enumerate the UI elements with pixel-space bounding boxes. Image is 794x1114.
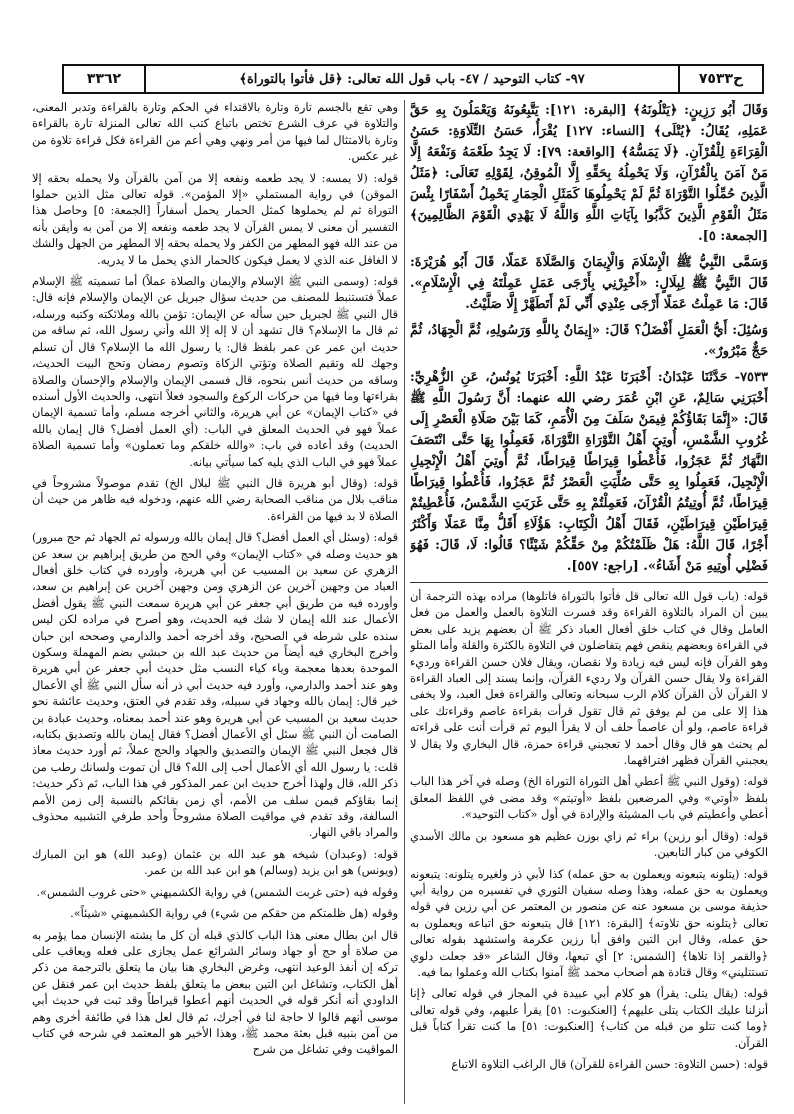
commentary-paragraph: قال ابن بطال معنى هذا الباب كالذي قبله أن كل ما يشته الإنسان مما يؤمر به من صلاة أو حج أو جهاد وسائر الشرائع عمل يجازى على فعله ويعاقب على تركه إن أنفذ الوعيد انتهى، وغرض البخاري هنا بيان ما يتعلق بالترجمة من ذكر أهل الكتاب، وتشاغل ابن التين ببعض ما يتعلق بلفظ حديث ابن عمر فنقل عن الداودي أنه أنكر قوله في الحديث أنهم أعطوا قيراطاً وقد ثبت في حديث أبي موسى أنهم قالوا لا حاجة لنا في أجرك، ثم قال لعل هذا في طائفة أخرى وهم من آمن بنبيه قبل بعثة محمد ﷺ، وهذا الأخير هو المعتمد في شرحه في كتاب المواقيت وفي تشاغل من شرح (32, 928, 398, 1057)
commentary-paragraph: قوله: (لا يمسه: لا يجد طعمه ونفعه إلا من آمن بالقرآن ولا يحمله بحقه إلا الموقن) في رواية المستملي «إلا المؤمن». قوله تعالى مثل الذين حملوا التوراة ثم لم يحملوها كمثل الحمار يحمل أسفاراً [الجمعة: ٥] وحاصل هذا التفسير أن معنى لا يمس القرآن لا يجد طعمه ونفعه إلا من آمن به وأيقن بأنه من عند الله فهو المطهر من الكفر ولا يحمله بحقه إلا المطهر من الجهل والشك لا الغافل عنه الذي لا يعمل فيكون كالحمار الذي يحمل ما لا يدريه. (32, 171, 398, 267)
hadith-text-best-deed: وَسُئِلَ: أَيُّ الْعَمَلِ أَفْضَلُ؟ قَالَ: «إِيمَانٌ بِاللَّهِ وَرَسُولِهِ، ثُمَّ الْجِهَادُ، ثُمَّ حَجٌّ مَبْرُورٌ». (410, 323, 768, 359)
page-number: ٣٣٦٢ (64, 66, 146, 92)
hadith-text-bilal: وَسَمَّى النَّبِيُّ ﷺ الْإِسْلَامَ وَالْإِيمَانَ وَالصَّلَاةَ عَمَلًا، قَالَ أَبُو هُرَيْرَةَ: قَالَ النَّبِيُّ ﷺ لِبِلَالٍ: «أَخْبِرْنِي بِأَرْجَى عَمَلٍ عَمِلْتَهُ فِي الْإِسْلَامِ». قَالَ: مَا عَمِلْتُ عَمَلًا أَرْجَى عِنْدِي أَنِّي لَمْ أَتَطَهَّرْ إِلَّا صَلَّيْتُ. (410, 255, 768, 312)
commentary-paragraph: وقوله فيه (حتى غربت الشمس) في رواية الكشميهني «حتى غروب الشمس». (36, 885, 398, 899)
commentary-paragraph: قوله: (وسئل أي العمل أفضل؟ قال إيمان بالله ورسوله ثم الجهاد ثم حج مبرور) هو حديث وصله في «كتاب الإيمان» وفي الحج من طريق إبراهيم بن سعد عن الزهري عن سعيد بن المسيب عن أبي هريرة، وأورده في كتاب خلق أفعال العباد من وجهين آخرين عن الزهري ومن وجهين آخرين عن إبراهيم بن سعد، وأورده فيه من طريق أبي جعفر عن أبي هريرة سمعت النبي ﷺ يقول أفضل الأعمال عند الله إيمان لا شك فيه الحديث، وهو أصرح في مراده لكن ليس سنده على شرطه في الصحيح، وقد أخرجه أحمد والدارمي وصححه ابن حبان وأخرج البخاري فيه أيضاً من حديث عبد الله بن حبشي بضم المهملة وسكون الموحدة بعدها معجمة وياء كياء النسب مثل حديث أبي جعفر عن أبي هريرة وهو عند أحمد والدارمي، وأورد فيه حديث أبي ذر أنه سأل النبي ﷺ أي الأعمال خير قال: إيمان بالله وجهاد في سبيله، وقد تقدم في العتق، وحديث عائشة نحو حديث سعيد بن المسيب عن أبي هريرة وهو عند أحمد بمعناه، وحديث عبادة بن الصامت أن النبي ﷺ سئل أي الأعمال أفضل؟ فقال إيمان بالله وتصديق بكتابه، قال فجعل النبي ﷺ الإيمان والتصديق والجهاد والحج عملاً، ثم أورد حديث معاذ قلت: يا رسول الله أي الأعمال أحب إلى الله؟ قال أن تموت ولسانك رطب من ذكر الله، قال ولهذا أخرج حديث ابن عمر المذكور في هذا الباب، ثم ذكر حديث: إنما بقاؤكم فيمن سلف من الأمم، أي زمن بقائكم بالنسبة إلى زمن الأمم السالفة، وقد تقدم في مواقيت الصلاة مشروحاً وأحد طرفي التشبيه محذوف والمراد باقي النهار. (32, 531, 398, 840)
commentary-paragraph: قوله: (وقول النبي ﷺ أعطي أهل التوراة التوراة الخ) وصله في آخر هذا الباب بلفظ «أوتي» وفي المرضعين بلفظ «أوتيتم» وقد مضى في اللفظ المعلق أعطي وأعطيتم في باب المشيئة والإرادة في أول «كتاب التوحيد». (410, 775, 768, 822)
page-header (62, 64, 764, 94)
section-divider (410, 582, 768, 583)
commentary-paragraph: قوله: (وسمى النبي ﷺ الإسلام والإيمان والصلاة عملاً) أما تسميته ﷺ الإسلام عملاً فتستنبط للمصنف من حديث سؤال جبريل عن الإيمان والإسلام فإنه قال: قال النبي ﷺ لجبريل حين سأله عن الإيمان: تؤمن بالله وملائكته وكتبه ورسله، ثم قال ما الإسلام؟ قال تشهد أن لا إله إلا الله وأني رسول الله، ثم ساقه من حديث ابن عمر عن عمر بلفظ قال: يا رسول الله ما الإسلام؟ قال أن تسلم وجهك لله وتقيم الصلاة وتؤتي الزكاة وتصوم رمضان وتحج البيت الحديث، وساقه من حديث أنس بنحوه، قال فسمى الإيمان والإسلام والإحسان والصلاة بقراءتها وما فيها من حركات الركوع والسجود فعلاً انتهى، والحديث الأول أسنده في «كتاب الإيمان» عن أبي هريرة، والثاني أخرجه مسلم، وأما تسمية الإيمان عملاً فهو في الحديث المعلق في الباب: (أي العمل أفضل؟ قال إيمان بالله الحديث) وقد أعاده في باب: «والله خلقكم وما تعملون» وأما تسمية الصلاة عملاً فهو في الباب الذي يليه كما سيأتي بيانه. (32, 275, 398, 469)
commentary-paragraph: قوله: (وقال أبو رزين) براء ثم زاي بوزن عظيم هو مسعود بن مالك الأسدي الكوفي من كبار التابعين. (410, 829, 768, 860)
commentary-paragraph: وقوله (هل ظلمتكم من حقكم من شيء) في رواية الكشميهني «شيئاً». (70, 907, 398, 921)
commentary-paragraph: قوله: (باب قول الله تعالى قل فأتوا بالتوراة فاتلوها) مراده بهذه الترجمة أن يبين أن المراد بالتلاوة القراءة وقد فسرت التلاوة بالعمل والعمل من فعل العامل وقال في كتاب خلق أفعال العباد ذكر ﷺ أن بعضهم يزيد على بعض في القراءة وبعضهم ينقص فهم يتفاضلون في التلاوة بالكثرة والقلة وأما المتلو وهو القرآن فإنه ليس فيه زيادة ولا نقصان، ويقال فلان حسن القراءة ورديء القراءة ولا يقال حسن القرآن ولا رديء القرآن، وإنما يسند إلى العباد القراءة لا القرآن لأن القرآن كلام الرب سبحانه وتعالى والقراءة فعل العبد، ولا يخفى هذا إلا على من لم يوفق ثم قال تقول قرأت بقراءة عاصم وقراءتك على قراءة عاصم، ولو أن عاصماً حلف أن لا يقرأ اليوم ثم قرأت أنت على قراءته لم يحنث هو قال وقال أحمد لا تعجبني قراءة حمزة، قال البخاري ولا يقال لا يعجبني القرآن فظهر افتراقهما. (410, 590, 768, 768)
right-column (410, 100, 768, 1104)
hadith-text-abu-razin: وَقَالَ أَبُو رَزِينٍ: ﴿يَتْلُونَهُ﴾ [البقرة: ١٢١]: يَتَّبِعُونَهُ وَيَعْمَلُونَ بِهِ حَقَّ عَمَلِهِ، يُقَالُ: ﴿يُتْلَى﴾ [النساء: ١٢٧] يُقْرَأُ، حَسَنُ التِّلَاوَةِ: حَسَنُ الْقِرَاءَةِ لِلْقُرْآنِ. ﴿لَا يَمَسُّهُ﴾ [الواقعة: ٧٩]: لَا يَجِدُ طَعْمَهُ وَنَفْعَهُ إِلَّا مَنْ آمَنَ بِالْقُرْآنِ، وَلَا يَحْمِلُهُ بِحَقِّهِ إِلَّا الْمُوقِنُ، لِقَوْلِهِ تَعَالَى: ﴿مَثَلُ الَّذِينَ حُمِّلُوا التَّوْرَاةَ ثُمَّ لَمْ يَحْمِلُوهَا كَمَثَلِ الْحِمَارِ يَحْمِلُ أَسْفَارًا بِئْسَ مَثَلُ الْقَوْمِ الَّذِينَ كَذَّبُوا بِآيَاتِ اللَّهِ وَاللَّهُ لَا يَهْدِي الْقَوْمَ الظَّالِمِينَ﴾ [الجمعة: ٥]. (410, 103, 768, 244)
commentary-paragraph: قوله: (يتلونه يتبعونه ويعملون به حق عمله) كذا لأبي ذر ولغيره يتلونه: يتبعونه ويعملون به حق عمله، وهذا وصله سفيان الثوري في تفسيره من رواية أبي حذيفة موسى بن مسعود عنه عن منصور بن المعتمر عن أبي رزين في قوله تعالى ﴿يتلونه حق تلاوته﴾ [البقرة: ١٢١] قال يتبعونه حق اتباعه ويعملون به حق عمله، وقال ابن التين وافق أبا رزين عكرمة واستشهد بقوله تعالى ﴿والقمر إذا تلاها﴾ [الشمس: ٢] أي تبعها، وقال الشاعر «قد جعلت دلوي تستتليني» وقال قتادة هم أصحاب محمد ﷺ آمنوا بكتاب الله وعملوا بما فيه. (410, 867, 768, 979)
column-divider (404, 100, 405, 1104)
commentary-paragraph: قوله: (يقال يتلى: يقرأ) هو كلام أبي عبيدة في المجاز في قوله تعالى ﴿إنا أنزلنا عليك الكتاب يتلى عليهم﴾ [العنكبوت: ٥١] يقرأ عليهم، وفي قوله تعالى ﴿وما كنت تتلو من قبله من كتاب﴾ [العنكبوت: ٥١] ما كنت تقرأ كتاباً قبل القرآن. (410, 987, 768, 1050)
running-title: ٩٧- كتاب التوحيد / ٤٧- باب قول الله تعالى: ﴿قل فأتوا بالتوراة﴾ (146, 66, 680, 92)
page-hadith-range: ح٧٥٣٣ (698, 71, 744, 87)
commentary-paragraph: قوله: (حسن التلاوة: حسن القراءة للقرآن) قال الراغب التلاوة الاتباع (451, 1057, 768, 1071)
hadith-7533: ٧٥٣٣- حَدَّثَنَا عَبْدَانُ: أَخْبَرَنَا عَبْدُ اللَّهِ: أَخْبَرَنَا يُونُسُ، عَنِ الزُّهْرِيِّ: أَخْبَرَنِي سَالِمٌ، عَنِ ابْنِ عُمَرَ رضي الله عنهما: أَنَّ رَسُولَ اللَّهِ ﷺ قَالَ: «إِنَّمَا بَقَاؤُكُمْ فِيمَنْ سَلَفَ مِنَ الْأُمَمِ، كَمَا بَيْنَ صَلَاةِ الْعَصْرِ إِلَى غُرُوبِ الشَّمْسِ، أُوتِيَ أَهْلُ التَّوْرَاةِ التَّوْرَاةَ، فَعَمِلُوا بِهَا حَتَّى انْتَصَفَ النَّهَارُ ثُمَّ عَجَزُوا، فَأُعْطُوا قِيرَاطًا قِيرَاطًا، ثُمَّ أُوتِيَ أَهْلُ الْإِنْجِيلِ الْإِنْجِيلَ، فَعَمِلُوا بِهِ حَتَّى صُلِّيَتِ الْعَصْرُ ثُمَّ عَجَزُوا، فَأُعْطُوا قِيرَاطًا قِيرَاطًا، ثُمَّ أُوتِيتُمُ الْقُرْآنَ، فَعَمِلْتُمْ بِهِ حَتَّى غَرَبَتِ الشَّمْسُ، فَأُعْطِيتُمْ قِيرَاطَيْنِ قِيرَاطَيْنِ، فَقَالَ أَهْلُ الْكِتَابِ: هَؤُلَاءِ أَقَلُّ مِنَّا عَمَلًا وَأَكْثَرُ أَجْرًا، قَالَ اللَّهُ: هَلْ ظَلَمْتُكُمْ مِنْ حَقِّكُمْ شَيْئًا؟ قَالُوا: لَا، قَالَ: فَهُوَ فَضْلِي أُوتِيهِ مَنْ أَشَاءُ». [راجع: ٥٥٧]. (410, 370, 768, 574)
left-column (32, 100, 398, 1104)
commentary-paragraph: وهي تقع بالجسم تارة وتارة بالاقتداء في الحكم وتارة بالقراءة وتدبر المعنى، والتلاوة في عرف الشرع تختص باتباع كتب الله تعالى المنزلة تارة بالقراءة وتارة بالامتثال لما فيها من أمر ونهي وهي أعم من القراءة فكل قراءة تلاوة من غير عكس. (32, 101, 398, 164)
commentary-paragraph: قوله: (وقال أبو هريرة قال النبي ﷺ لبلال الخ) تقدم موصولاً مشروحاً في مناقب بلال من مناقب الصحابة رضي الله عنهم، ودخوله فيه ظاهر من حيث أن الصلاة لا بد فيها من القراءة. (32, 476, 398, 523)
commentary-paragraph: قوله: (وعبدان) شيخه هو عبد الله بن عثمان (وعبد الله) هو ابن المبارك (ويونس) هو ابن يزيد (وسالم) هو ابن عبد الله بن عمر. (32, 847, 398, 878)
